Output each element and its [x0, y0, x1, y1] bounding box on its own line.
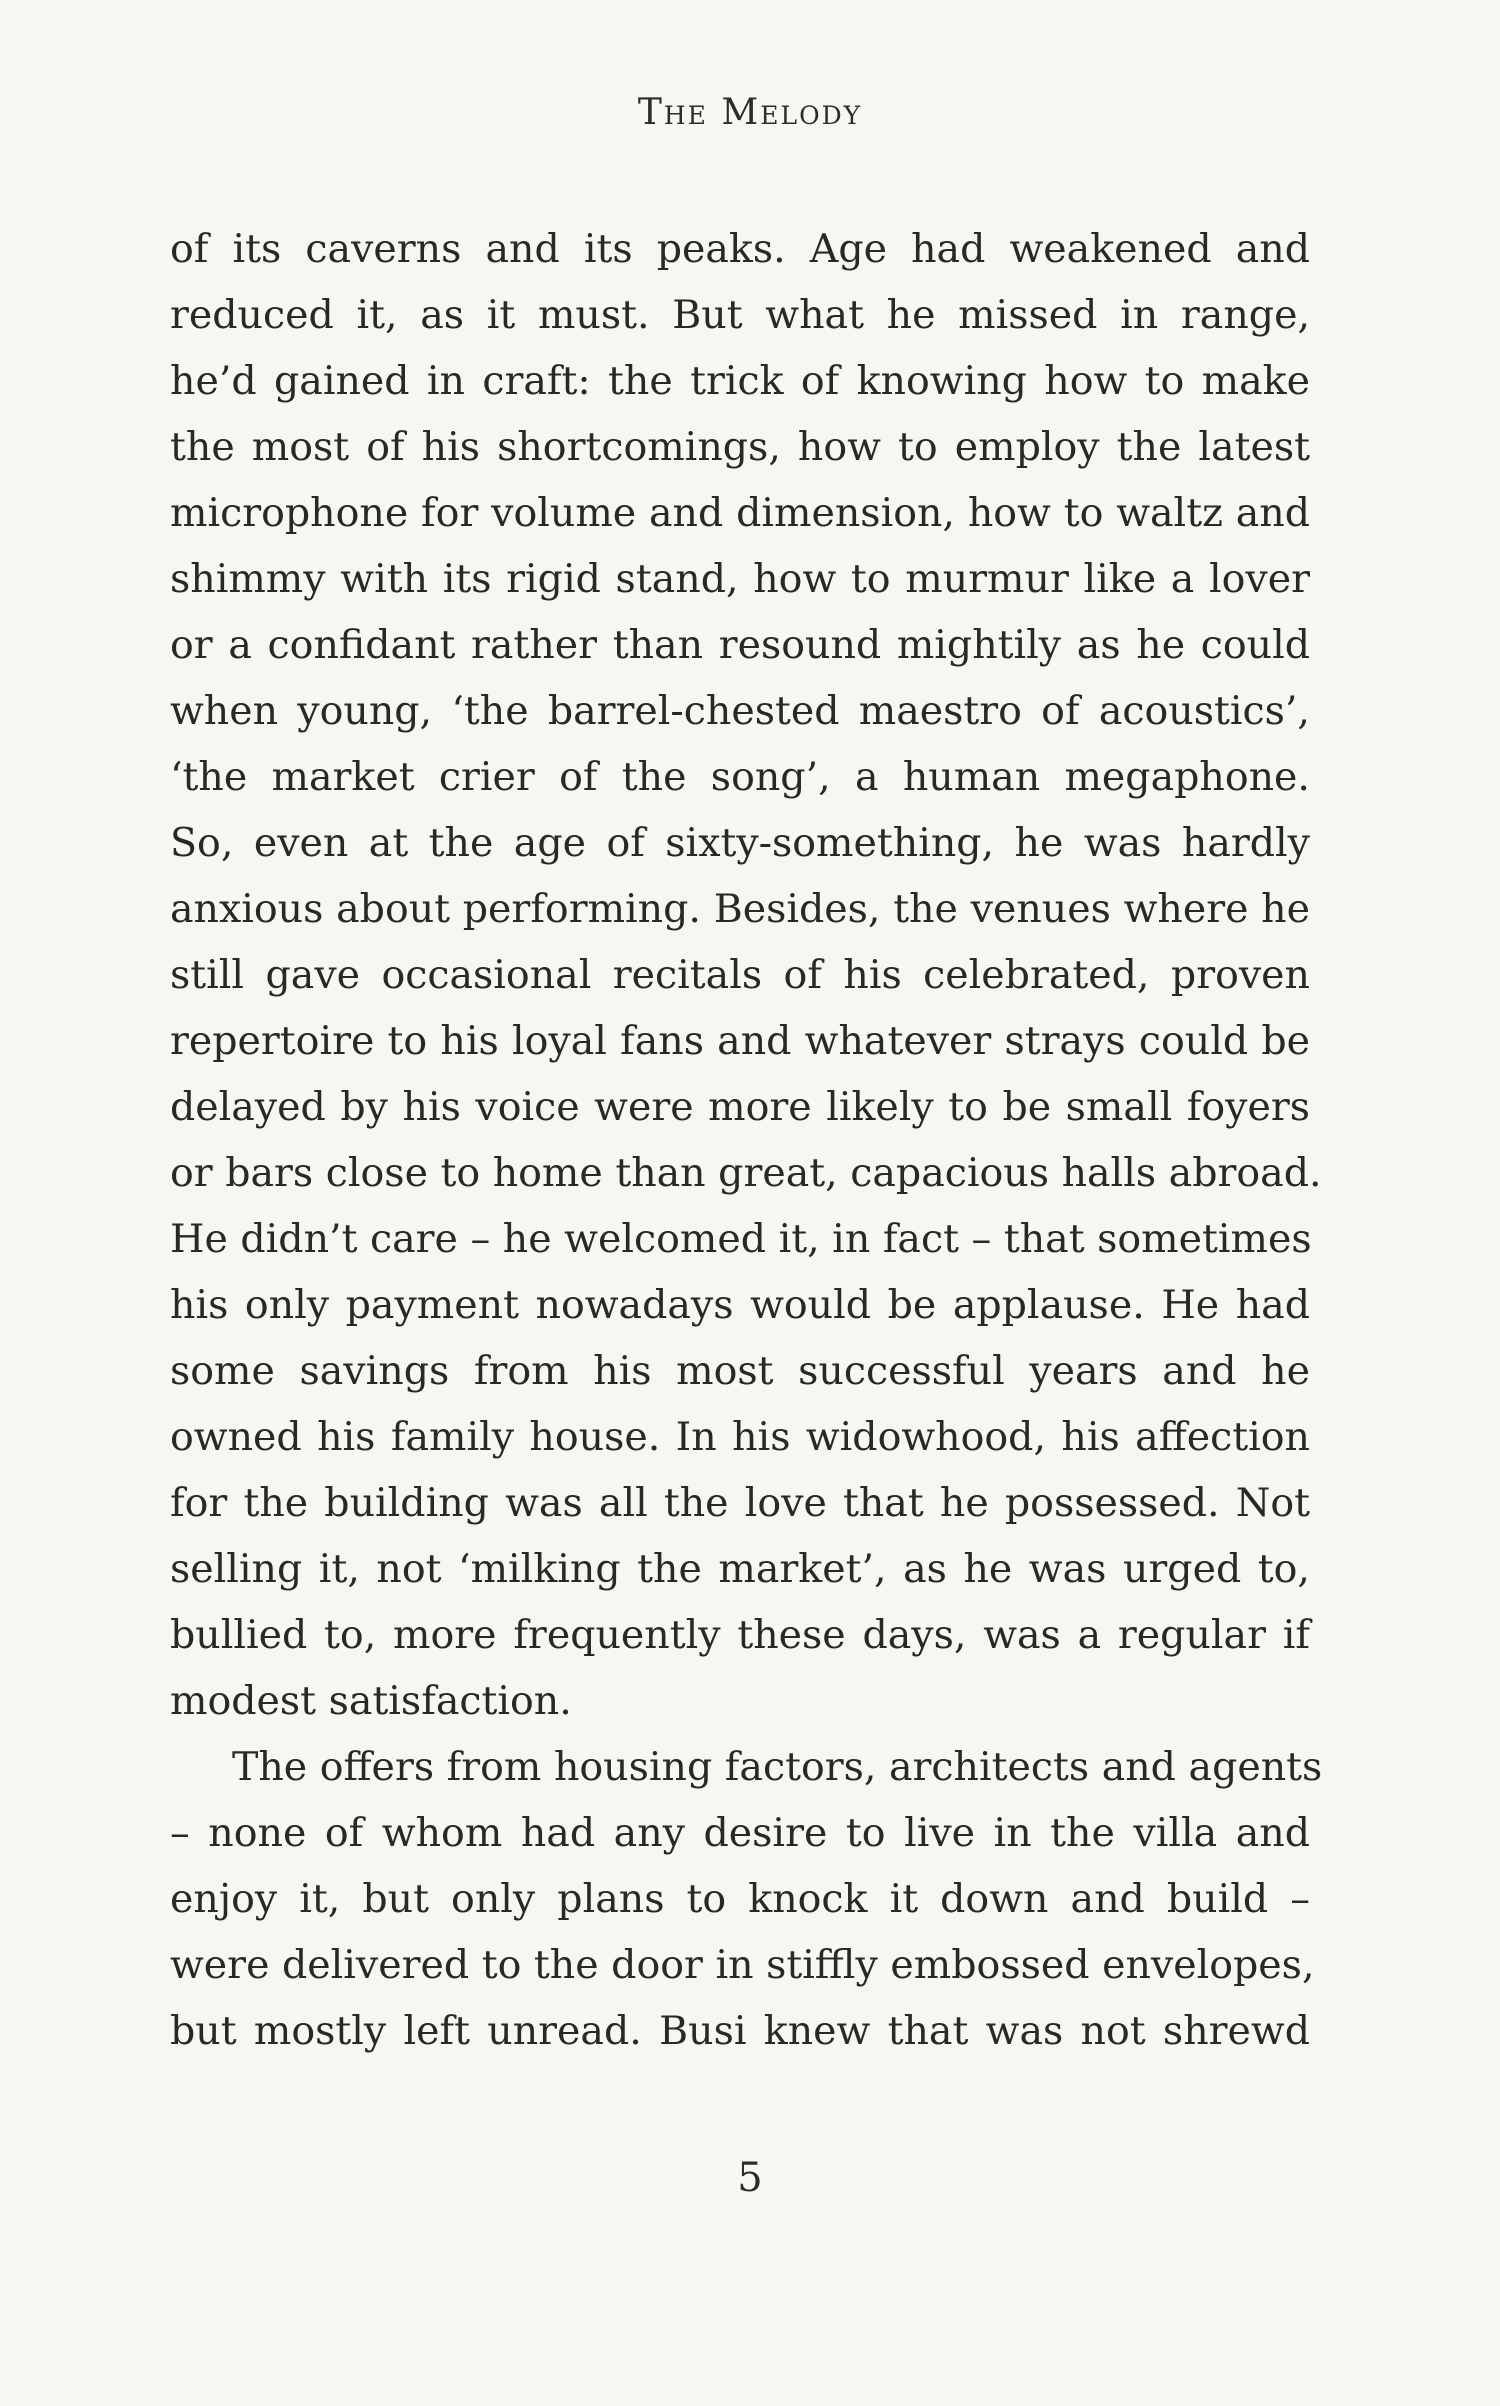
- text-line: some savings from his most successful years and he: [170, 1348, 1310, 1394]
- text-line: selling it, not ‘milking the market’, as he was urged to,: [170, 1546, 1310, 1592]
- text-line: were delivered to the door in stiffly embossed envelopes,: [170, 1942, 1315, 1988]
- text-line: ‘the market crier of the song’, a human megaphone.: [170, 754, 1310, 800]
- text-line: delayed by his voice were more likely to be small foyers: [170, 1084, 1310, 1130]
- text-line: the most of his shortcomings, how to employ the latest: [170, 424, 1310, 470]
- page-number: 5: [737, 2155, 763, 2201]
- text-line: microphone for volume and dimension, how to waltz and: [170, 490, 1310, 536]
- text-line: bullied to, more frequently these days, was a regular if: [170, 1612, 1310, 1658]
- text-line: anxious about performing. Besides, the venues where he: [170, 886, 1310, 932]
- text-line: owned his family house. In his widowhood, his affection: [170, 1414, 1310, 1460]
- text-line: reduced it, as it must. But what he missed in range,: [170, 292, 1310, 338]
- text-line: The offers from housing factors, architects and agents: [232, 1744, 1323, 1790]
- text-line: for the building was all the love that he possessed. Not: [170, 1480, 1310, 1526]
- text-line: or a confidant rather than resound mightily as he could: [170, 622, 1310, 668]
- text-line: still gave occasional recitals of his celebrated, proven: [170, 952, 1310, 998]
- text-line: of its caverns and its peaks. Age had weakened and: [170, 226, 1310, 272]
- text-line: he’d gained in craft: the trick of knowing how to make: [170, 358, 1310, 404]
- running-head: The Melody: [637, 92, 863, 133]
- text-line: repertoire to his loyal fans and whatever strays could be: [170, 1018, 1310, 1064]
- text-line: or bars close to home than great, capacious halls abroad.: [170, 1150, 1322, 1196]
- paragraph-2: [170, 1734, 1323, 2064]
- text-line: shimmy with its rigid stand, how to murmur like a lover: [170, 556, 1310, 602]
- text-line: when young, ‘the barrel-chested maestro of acoustics’,: [170, 688, 1310, 734]
- text-line: but mostly left unread. Busi knew that was not shrewd: [170, 2008, 1310, 2054]
- paragraph-1: [170, 216, 1322, 1734]
- text-line: his only payment nowadays would be applause. He had: [170, 1282, 1310, 1328]
- text-line: modest satisfaction.: [170, 1678, 572, 1724]
- text-line: So, even at the age of sixty-something, he was hardly: [170, 820, 1310, 866]
- text-line: He didn’t care – he welcomed it, in fact – that sometimes: [170, 1216, 1312, 1262]
- body-text: [170, 216, 1323, 2064]
- text-line: – none of whom had any desire to live in the villa and: [170, 1810, 1310, 1856]
- text-line: enjoy it, but only plans to knock it down and build –: [170, 1876, 1310, 1922]
